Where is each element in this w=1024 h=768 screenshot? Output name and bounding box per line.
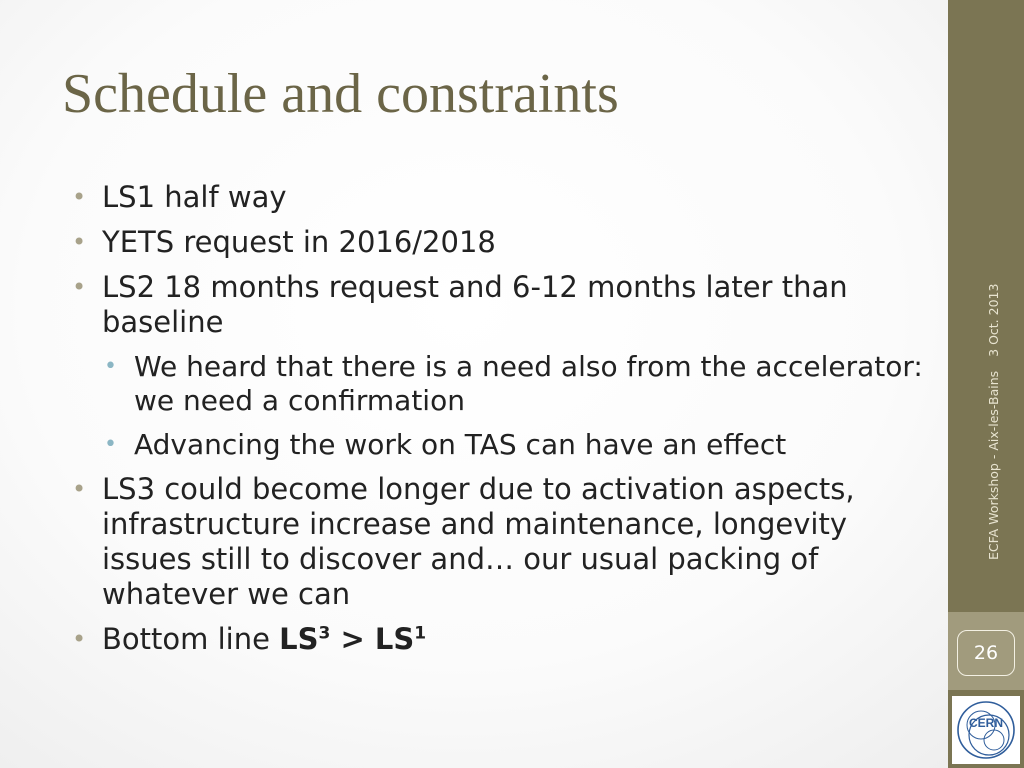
bullet-text: LS2 18 months request and 6-12 months later than baseline — [102, 270, 848, 339]
sub-bullet-text: We heard that there is a need also from the accelerator: we need a confirmation — [134, 350, 923, 417]
cern-logo-icon — [952, 696, 1020, 764]
bullet-icon: • — [72, 273, 87, 301]
cern-logo — [952, 696, 1020, 764]
page-number: 26 — [957, 630, 1015, 676]
bullet-item-1 — [72, 180, 932, 215]
bullet-list — [72, 180, 932, 657]
bullet-icon: • — [72, 228, 87, 256]
slide-title: Schedule and constraints — [62, 63, 619, 125]
sub-bullet-icon: • — [104, 354, 117, 379]
sub-bullet-list — [104, 350, 932, 462]
sub-bullet-text: Advancing the work on TAS can have an effect — [134, 428, 787, 461]
bullet-text: LS3 could become longer due to activation aspects, infrastructure increase and maintenance, longevity issues still to discover and… our usual packing of whatever we can — [102, 472, 855, 611]
sub-bullet-item-1 — [104, 350, 932, 418]
bottom-line-ls3: $LS^3 > LS^1$ — [279, 622, 427, 656]
footer-date: 3 Oct. 2013 — [986, 283, 1001, 357]
sub-bullet-item-2 — [104, 428, 932, 462]
bullet-item-3 — [72, 270, 932, 462]
bullet-text: LS1 half way — [102, 180, 287, 214]
bottom-line-prefix: Bottom line — [102, 622, 280, 656]
svg-text:CERN: CERN — [968, 716, 1004, 730]
bullet-item-4 — [72, 472, 932, 612]
sub-bullet-icon: • — [104, 432, 117, 457]
bullet-item-5 — [72, 622, 932, 657]
bullet-icon: • — [72, 625, 87, 653]
footer-event: ECFA Workshop - Aix-les-Bains — [986, 370, 1001, 560]
bullet-icon: • — [72, 475, 87, 503]
bullet-item-2 — [72, 225, 932, 260]
bullet-icon: • — [72, 183, 87, 211]
footer-vertical-text — [986, 284, 1001, 560]
slide-content — [72, 180, 932, 667]
bullet-text: YETS request in 2016/2018 — [102, 225, 496, 259]
